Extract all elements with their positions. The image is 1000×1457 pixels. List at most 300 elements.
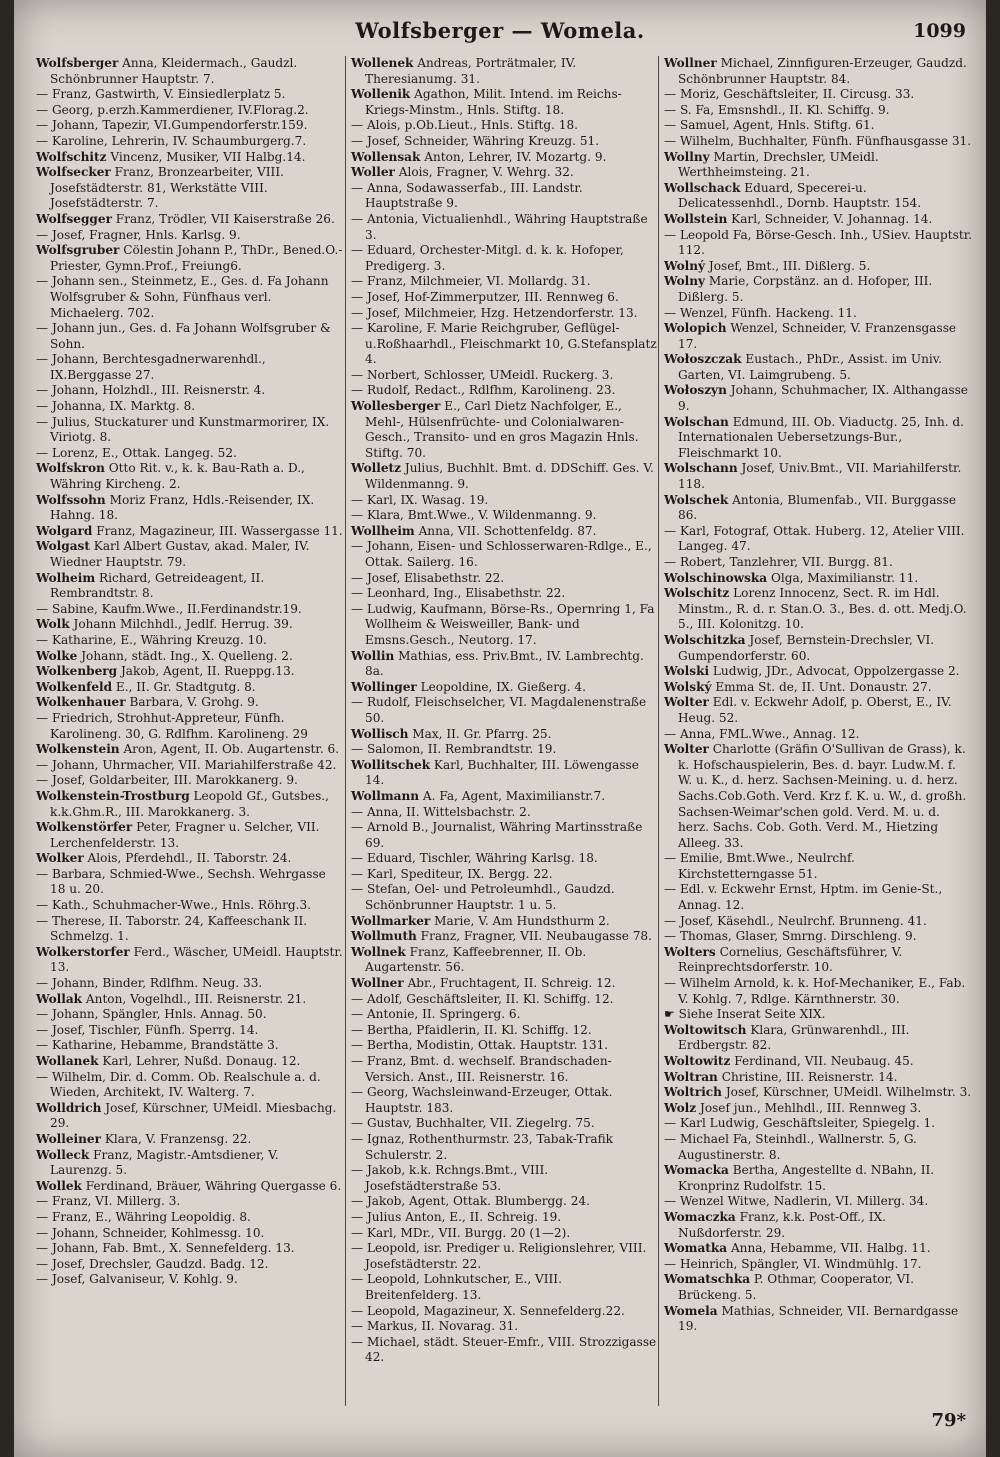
entry-surname: Womatschka (664, 1272, 751, 1287)
entry-text: — Anna, FML.Wwe., Annag. 12. (664, 726, 860, 741)
entry-text: — Norbert, Schlosser, UMeidl. Ruckerg. 3. (351, 367, 614, 382)
directory-entry (36, 228, 344, 244)
entry-text: — Salomon, II. Rembrandtstr. 19. (351, 742, 557, 757)
directory-entry (36, 617, 344, 633)
directory-entry (664, 118, 972, 134)
directory-entry (664, 306, 972, 322)
directory-entry (351, 1085, 659, 1116)
directory-entry (351, 243, 659, 274)
directory-entry (36, 1070, 344, 1101)
directory-entry (36, 352, 344, 383)
entry-text: Julius, Buchhlt. Bmt. d. DDSchiff. Ges. V. Wildenmanng. 9. (365, 461, 654, 492)
directory-entry (351, 524, 659, 540)
entry-surname: Womela (664, 1303, 718, 1318)
entry-text: — Rudolf, Redact., Rdlfhm, Karolineng. 23. (351, 383, 616, 398)
entry-surname: Wolkenhauer (36, 695, 126, 710)
entry-text: A. Fa, Agent, Maximilianstr.7. (419, 788, 606, 803)
directory-entry (664, 321, 972, 352)
directory-entry (351, 274, 659, 290)
directory-entry (36, 649, 344, 665)
entry-text: — Samuel, Agent, Hnls. Stiftg. 61. (664, 118, 875, 133)
directory-entry (351, 1116, 659, 1132)
directory-entry (351, 368, 659, 384)
directory-entry (351, 571, 659, 587)
entry-text: — Karoline, Lehrerin, IV. Schaumburgerg.7. (36, 133, 307, 148)
directory-entry (351, 399, 659, 461)
entry-surname: Wolfssohn (36, 492, 106, 507)
entry-text: — Leopold, Lohnkutscher, E., VIII. Breitenfelderg. 13. (351, 1272, 562, 1302)
directory-entry (36, 461, 344, 492)
entry-text: — Josef, Tischler, Fünfh. Sperrg. 14. (36, 1022, 259, 1037)
entry-text: Antonia, Blumenfab., VII. Burggasse 86. (678, 492, 956, 523)
entry-surname: Wollheim (351, 523, 415, 538)
entry-text: — Josef, Fragner, Hnls. Karlsg. 9. (36, 227, 241, 242)
entry-text: Mathias, Schneider, VII. Bernardgasse 19. (678, 1303, 959, 1334)
entry-text: Otto Rit. v., k. k. Bau-Rath a. D., Währing Kircheng. 2. (50, 461, 305, 492)
directory-entry (664, 1085, 972, 1101)
entry-text: Alois, Fragner, V. Wehrg. 32. (394, 165, 574, 180)
directory-entry (36, 914, 344, 945)
entry-text: — Robert, Tanzlehrer, VII. Burgg. 81. (664, 555, 893, 569)
entry-surname: Wolski (664, 664, 710, 679)
entry-text: Josef, Kürschner, UMeidl. Wilhelmstr. 3. (721, 1085, 972, 1100)
directory-entry (36, 383, 344, 399)
entry-text: Aron, Agent, II. Ob. Augartenstr. 6. (119, 742, 340, 757)
entry-surname: Wollensak (351, 149, 421, 164)
column-right (664, 56, 972, 1335)
directory-entry (36, 150, 344, 166)
directory-entry (351, 165, 659, 181)
directory-entry (351, 1007, 659, 1023)
entry-text: — Johann, Tapezir, VI.Gumpendorferstr.159. (36, 118, 308, 133)
directory-entry (351, 306, 659, 322)
directory-entry (351, 493, 659, 509)
entry-text: — Georg, Wachsleinwand-Erzeuger, Ottak. Hauptstr. 183. (351, 1085, 613, 1115)
entry-text: — Friedrich, Strohhut-Appreteur, Fünfh. Karolineng. 30, G. Rdlfhm. Karolineng. 29 (36, 710, 308, 741)
directory-entry (36, 539, 344, 570)
directory-entry (36, 664, 344, 680)
directory-entry (351, 181, 659, 212)
directory-entry (36, 87, 344, 103)
directory-entry (664, 680, 972, 696)
entry-text: — Franz, E., Währing Leopoldig. 8. (36, 1209, 251, 1224)
directory-entry (36, 992, 344, 1008)
signature-mark: 79* (931, 1410, 966, 1431)
directory-entry (351, 820, 659, 851)
entry-text: — Leopold, Magazineur, X. Sennefelderg.22. (351, 1303, 625, 1318)
directory-entry (664, 228, 972, 259)
directory-entry (36, 1054, 344, 1070)
directory-entry (664, 1116, 972, 1132)
directory-entry (351, 851, 659, 867)
entry-surname: Wolfsecker (36, 165, 111, 180)
entry-text: Ferdinand, Bräuer, Währing Quergasse 6. (81, 1178, 342, 1193)
entry-text: — Ignaz, Rothenthurmstr. 23, Tabak-Trafik Schulerstr. 2. (351, 1131, 613, 1162)
entry-surname: Wollner (351, 976, 404, 991)
directory-entry (36, 867, 344, 898)
entry-surname: Wolker (36, 851, 84, 866)
entry-surname: Wolleiner (36, 1131, 101, 1146)
entry-surname: Wolfsberger (36, 56, 119, 70)
entry-surname: Wollny (664, 149, 710, 164)
entry-text: Franz, Magistr.-Amtsdiener, V. Laurenzg. 5. (50, 1147, 279, 1178)
entry-text: Marie, V. Am Hundsthurm 2. (430, 913, 610, 928)
entry-surname: Wolfsgruber (36, 243, 120, 258)
directory-entry (351, 1054, 659, 1085)
entry-surname: Wolkenfeld (36, 679, 113, 694)
entry-text: Anna, VII. Schottenfeldg. 87. (414, 523, 597, 538)
entry-text: — Wilhelm Arnold, k. k. Hof-Mechaniker, E., Fab. V. Kohlg. 7, Rdlge. Kärnthnerstr. 30. (664, 976, 966, 1006)
entry-surname: Wolter (664, 695, 709, 710)
directory-entry (664, 945, 972, 976)
entry-text: Mathias, ess. Priv.Bmt., IV. Lambrechtg. 8a. (365, 648, 644, 679)
directory-entry (36, 1179, 344, 1195)
entry-text: — Franz, Bmt. d. wechself. Brandschaden-Versich. Anst., III. Reisnerstr. 16. (351, 1054, 612, 1084)
entry-text: — Karl, MDr., VII. Burgg. 20 (1—2). (351, 1225, 571, 1240)
entry-text: — Leopold Fa, Börse-Gesch. Inh., USiev. Hauptstr. 112. (664, 227, 973, 258)
directory-entry (664, 976, 972, 1007)
entry-surname: Wolny (664, 274, 706, 289)
entry-text: — Karoline, F. Marie Reichgruber, Geflügel-u.Roßhaarhdl., Fleischmarkt 10, G.Stefansplatz 4. (351, 321, 657, 367)
entry-text: — Heinrich, Spängler, VI. Windmühlg. 17. (664, 1256, 922, 1271)
entry-surname: Wollenek (351, 56, 414, 70)
entry-surname: Wolheim (36, 570, 96, 585)
directory-entry (664, 1163, 972, 1194)
entry-text: Johann, Schuhmacher, IX. Althangasse 9. (678, 383, 968, 414)
directory-entry (664, 461, 972, 492)
directory-entry (36, 1148, 344, 1179)
directory-entry (36, 118, 344, 134)
entry-surname: Wolkenstörfer (36, 820, 133, 835)
directory-entry (664, 633, 972, 664)
entry-text: — Edl. v. Eckwehr Ernst, Hptm. im Genie-St., Annag. 12. (664, 882, 943, 913)
running-head: Wolfsberger — Womela. (355, 18, 645, 43)
entry-text: — S. Fa, Emsnshdl., II. Kl. Schiffg. 9. (664, 102, 890, 117)
entry-text: — Josef, Elisabethstr. 22. (351, 570, 505, 585)
entry-surname: Wollesberger (351, 399, 441, 414)
entry-text: Peter, Fragner u. Selcher, VII. Lerchenfelderstr. 13. (50, 820, 320, 850)
entry-text: — Franz, Gastwirth, V. Einsiedlerplatz 5. (36, 87, 286, 102)
entry-text: — Markus, II. Novarag. 31. (351, 1319, 519, 1334)
entry-text: — Bertha, Pfaidlerin, II. Kl. Schiffg. 12. (351, 1022, 592, 1037)
entry-surname: Wollisch (351, 726, 409, 741)
directory-entry (351, 727, 659, 743)
entry-surname: Wollstein (664, 211, 728, 226)
directory-entry (36, 1101, 344, 1132)
entry-text: — Julius Anton, E., II. Schreig. 19. (351, 1209, 562, 1224)
directory-entry (664, 1007, 972, 1023)
directory-entry (36, 56, 344, 87)
entry-surname: Wolke (36, 648, 78, 663)
entry-text: Ludwig, JDr., Advocat, Oppolzergasse 2. (709, 664, 960, 679)
entry-surname: Wolschitz (664, 586, 730, 601)
directory-entry (36, 695, 344, 711)
entry-text: — Johann, Holzhdl., III. Reisnerstr. 4. (36, 383, 266, 398)
entry-text: — Gustav, Buchhalter, VII. Ziegelrg. 75. (351, 1116, 595, 1131)
page-number: 1099 (913, 20, 966, 42)
page-header (14, 14, 986, 48)
directory-entry (36, 898, 344, 914)
directory-entry (351, 134, 659, 150)
entry-text: — Michael Fa, Steinhdl., Wallnerstr. 5, G. Augustinerstr. 8. (664, 1131, 917, 1162)
column-divider (345, 56, 346, 1406)
entry-text: — Anna, II. Wittelsbachstr. 2. (351, 804, 531, 819)
entry-text: — Leonhard, Ing., Elisabethstr. 22. (351, 586, 566, 601)
entry-text: Cornelius, Geschäftsführer, V. Reinprechtsdorferstr. 10. (678, 944, 903, 975)
entry-surname: Wolschinowska (664, 570, 768, 585)
entry-text: — Lorenz, E., Ottak. Langeg. 52. (36, 445, 237, 460)
entry-text: Karl, Schneider, V. Johannag. 14. (727, 211, 933, 226)
entry-surname: Wołoszyn (664, 383, 727, 398)
directory-entry (351, 383, 659, 399)
directory-entry (664, 742, 972, 851)
directory-entry (664, 1070, 972, 1086)
directory-entry (351, 976, 659, 992)
directory-entry (36, 742, 344, 758)
column-middle (351, 56, 659, 1366)
directory-entry (664, 586, 972, 633)
entry-text: — Therese, II. Taborstr. 24, Kaffeeschank II. Schmelzg. 1. (36, 913, 308, 944)
directory-entry (351, 695, 659, 726)
entry-text: — Jakob, Agent, Ottak. Blumbergg. 24. (351, 1194, 590, 1209)
entry-surname: Wołoszczak (664, 352, 742, 367)
entry-text: Franz, Fragner, VII. Neubaugasse 78. (416, 929, 652, 944)
entry-text: Anna, Hebamme, VII. Halbg. 11. (727, 1241, 931, 1256)
directory-entry (664, 695, 972, 726)
directory-entry (664, 352, 972, 383)
entry-surname: Wollmuth (351, 929, 417, 944)
entry-surname: Woltrich (664, 1085, 722, 1100)
entry-text: Olga, Maximilianstr. 11. (767, 570, 919, 585)
entry-text: — Ludwig, Kaufmann, Börse-Rs., Opernring 1, Fa Wollheim & Weisweiller, Bank- und Emsns.Gesch., Neutorg. 17. (351, 601, 655, 647)
entry-surname: Wolopich (664, 321, 727, 336)
directory-entry (664, 259, 972, 275)
directory-entry (351, 929, 659, 945)
entry-text: Anton, Lehrer, IV. Mozartg. 9. (420, 149, 607, 164)
entry-surname: Wolz (664, 1100, 697, 1115)
entry-surname: Wollmarker (351, 913, 431, 928)
directory-entry (664, 1023, 972, 1054)
entry-surname: Wolldrich (36, 1100, 102, 1115)
entry-surname: Wolschan (664, 414, 729, 429)
entry-surname: Wolný (664, 258, 706, 273)
entry-surname: Wollek (36, 1178, 82, 1193)
directory-entry (36, 321, 344, 352)
directory-entry (36, 524, 344, 540)
entry-surname: Wolgast (36, 539, 90, 554)
entry-text: ☛ Siehe Inserat Seite XIX. (664, 1007, 826, 1022)
entry-text: — Eduard, Tischler, Währing Karlsg. 18. (351, 851, 598, 866)
entry-text: Leopoldine, IX. Gießerg. 4. (416, 679, 586, 694)
entry-text: Edmund, III. Ob. Viaductg. 25, Inh. d. Internationalen Uebersetzungs-Bur., Fleischmarkt 10. (678, 414, 965, 460)
directory-entry (351, 586, 659, 602)
entry-text: Martin, Drechsler, UMeidl. Werthheimsteing. 21. (678, 149, 879, 180)
directory-entry (664, 914, 972, 930)
directory-entry (36, 773, 344, 789)
directory-entry (36, 243, 344, 274)
directory-entry (664, 524, 972, 555)
entry-text: — Wenzel Witwe, Nadlerin, VI. Millerg. 34. (664, 1194, 929, 1209)
entry-text: Eustach., PhDr., Assist. im Univ. Garten, VI. Laimgrubeng. 5. (678, 352, 942, 382)
directory-entry (351, 508, 659, 524)
entry-text: Emma St. de, II. Unt. Donaustr. 27. (711, 679, 932, 694)
directory-entry (664, 1054, 972, 1070)
entry-text: — Wenzel, Fünfh. Hackeng. 11. (664, 305, 857, 320)
entry-text: — Josef, Galvaniseur, V. Kohlg. 9. (36, 1272, 238, 1287)
entry-text: Franz, Kaffeebrenner, II. Ob. Augartenstr. 56. (365, 944, 587, 975)
directory-entry (664, 87, 972, 103)
directory-entry (664, 1194, 972, 1210)
directory-entry (351, 1241, 659, 1272)
directory-entry (36, 758, 344, 774)
directory-entry (664, 415, 972, 462)
entry-surname: Wolter (664, 742, 709, 757)
entry-surname: Wolkenberg (36, 664, 118, 679)
entry-text: — Anna, Sodawasserfab., III. Landstr. Hauptstraße 9. (351, 180, 583, 211)
directory-entry (664, 103, 972, 119)
entry-surname: Woller (351, 165, 395, 180)
entry-text: Agathon, Milit. Intend. im Reichs-Kriegs-Minstm., Hnls. Stiftg. 18. (365, 87, 622, 117)
entry-surname: Wollanek (36, 1054, 99, 1068)
directory-entry (351, 992, 659, 1008)
entry-text: — Johann jun., Ges. d. Fa Johann Wolfsgruber & Sohn. (36, 321, 331, 351)
entry-text: Abr., Fruchtagent, II. Schreig. 12. (403, 976, 616, 991)
directory-entry (351, 758, 659, 789)
entry-surname: Woltowitz (664, 1054, 731, 1068)
entry-text: — Johann, Binder, Rdlfhm. Neug. 33. (36, 976, 263, 991)
entry-text: Anton, Vogelhdl., III. Reisnerstr. 21. (82, 991, 307, 1006)
directory-entry (664, 882, 972, 913)
entry-surname: Woltowitsch (664, 1022, 747, 1037)
directory-entry (36, 1241, 344, 1257)
entry-surname: Wolletz (351, 461, 401, 476)
entry-surname: Wolk (36, 617, 70, 632)
directory-entry (664, 929, 972, 945)
entry-text: E., II. Gr. Stadtgutg. 8. (112, 679, 256, 694)
entry-text: — Johann, Berchtesgadnerwarenhdl., IX.Berggasse 27. (36, 352, 266, 382)
directory-entry (351, 321, 659, 368)
entry-text: Bertha, Angestellte d. NBahn, II. Kronprinz Rudolfstr. 15. (678, 1163, 935, 1193)
directory-entry (664, 383, 972, 414)
directory-entry (36, 1007, 344, 1023)
directory-entry (351, 1272, 659, 1303)
entry-text: — Josef, Drechsler, Gaudzd. Badg. 12. (36, 1256, 269, 1271)
entry-text: Ferdinand, VII. Neubaug. 45. (730, 1054, 914, 1068)
entry-text: — Franz, Milchmeier, VI. Mollardg. 31. (351, 274, 591, 289)
directory-entry (36, 1210, 344, 1226)
entry-surname: Wolschitzka (664, 632, 746, 647)
entry-text: Karl, Lehrer, Nußd. Donaug. 12. (98, 1054, 301, 1068)
entry-text: — Karl, Spediteur, IX. Bergg. 22. (351, 866, 553, 881)
entry-text: — Josef, Schneider, Währing Kreuzg. 51. (351, 133, 600, 148)
entry-text: — Jakob, k.k. Rchngs.Bmt., VIII. Josefstädterstraße 53. (351, 1163, 549, 1193)
directory-entry (36, 711, 344, 742)
entry-text: Vincenz, Musiker, VII Halbg.14. (106, 149, 306, 164)
directory-entry (664, 134, 972, 150)
directory-entry (36, 212, 344, 228)
directory-entry (351, 290, 659, 306)
entry-surname: Wolschek (664, 492, 729, 507)
entry-text: — Wilhelm, Dir. d. Comm. Ob. Realschule a. d. Wieden, Architekt, IV. Walterg. 7. (36, 1069, 321, 1100)
directory-entry (664, 1132, 972, 1163)
entry-text: Andreas, Porträtmaler, IV. Theresianumg. 31. (365, 56, 577, 86)
directory-entry (351, 56, 659, 87)
entry-surname: Wolgard (36, 523, 93, 538)
entry-text: Johann, städt. Ing., X. Quelleng. 2. (77, 648, 293, 663)
entry-text: — Barbara, Schmied-Wwe., Sechsh. Wehrgasse 18 u. 20. (36, 866, 326, 897)
entry-text: — Alois, p.Ob.Lieut., Hnls. Stiftg. 18. (351, 118, 579, 133)
entry-surname: Wolfschitz (36, 149, 107, 164)
directory-entry (351, 87, 659, 118)
entry-text: Michael, Zinnfiguren-Erzeuger, Gaudzd. Schönbrunner Hauptstr. 84. (678, 56, 967, 86)
entry-text: — Katharine, E., Währing Kreuzg. 10. (36, 632, 267, 647)
directory-entry (351, 1335, 659, 1366)
directory-entry (351, 539, 659, 570)
directory-entry (36, 399, 344, 415)
directory-entry (36, 1194, 344, 1210)
directory-entry (36, 680, 344, 696)
entry-text: Klara, V. Franzensg. 22. (101, 1131, 252, 1146)
directory-entry (351, 1304, 659, 1320)
entry-surname: Wolters (664, 944, 716, 959)
directory-entry (351, 118, 659, 134)
directory-entry (664, 274, 972, 305)
directory-entry (351, 867, 659, 883)
entry-surname: Wollenik (351, 87, 411, 102)
entry-surname: Wollner (664, 56, 717, 70)
entry-text: Josef, Bernstein-Drechsler, VI. Gumpendorferstr. 60. (678, 632, 935, 663)
directory-entry (351, 945, 659, 976)
entry-text: — Josef, Milchmeier, Hzg. Hetzendorferstr. 13. (351, 305, 638, 320)
entry-text: — Kath., Schuhmacher-Wwe., Hnls. Röhrg.3. (36, 898, 312, 913)
entry-text: — Katharine, Hebamme, Brandstätte 3. (36, 1038, 279, 1053)
directory-entry (36, 1257, 344, 1273)
entry-surname: Womaczka (664, 1209, 736, 1224)
entry-text: Cölestin Johann P., ThDr., Bened.O.-Priester, Gymn.Prof., Freiung6. (50, 243, 343, 273)
directory-entry (351, 1226, 659, 1242)
directory-entry (36, 1226, 344, 1242)
entry-text: Franz, Trödler, VII Kaiserstraße 26. (111, 211, 335, 226)
entry-text: — Eduard, Orchester-Mitgl. d. k. k. Hofoper, Predigerg. 3. (351, 243, 624, 273)
entry-text: Max, II. Gr. Pfarrg. 25. (408, 726, 552, 741)
directory-entry (36, 945, 344, 976)
directory-entry (36, 274, 344, 321)
entry-text: — Rudolf, Fleischselcher, VI. Magdalenenstraße 50. (351, 695, 647, 725)
entry-text: — Johanna, IX. Marktg. 8. (36, 399, 196, 414)
directory-entry (664, 150, 972, 181)
directory-entry (351, 882, 659, 913)
entry-text: — Antonie, II. Springerg. 6. (351, 1007, 521, 1022)
directory-entry (351, 602, 659, 649)
entry-text: — Moriz, Geschäftsleiter, II. Circusg. 33. (664, 87, 915, 102)
directory-entry (664, 851, 972, 882)
entry-text: — Sabine, Kaufm.Wwe., II.Ferdinandstr.19. (36, 601, 302, 616)
directory-entry (351, 1023, 659, 1039)
entry-text: Marie, Corpstänz. an d. Hofoper, III. Dißlerg. 5. (678, 274, 933, 304)
entry-text: — Johann, Spängler, Hnls. Annag. 50. (36, 1007, 267, 1022)
entry-surname: Wolschann (664, 461, 738, 476)
entry-text: — Leopold, isr. Prediger u. Religionslehrer, VIII. Josefstädterstr. 22. (351, 1241, 647, 1271)
entry-text: — Thomas, Glaser, Smrng. Dirschleng. 9. (664, 929, 917, 944)
directory-entry (351, 1163, 659, 1194)
directory-entry (664, 212, 972, 228)
directory-entry (351, 1194, 659, 1210)
entry-text: Jakob, Agent, II. Rueppg.13. (117, 664, 295, 679)
directory-entry (36, 165, 344, 212)
directory-entry (36, 1132, 344, 1148)
directory-entry (36, 976, 344, 992)
entry-surname: Wollitschek (351, 757, 431, 772)
